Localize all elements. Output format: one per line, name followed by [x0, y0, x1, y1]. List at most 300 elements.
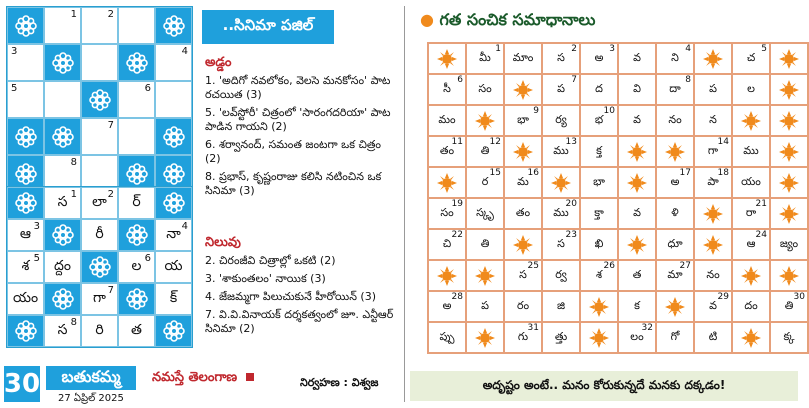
sun-cell — [504, 74, 542, 105]
answer-letter: క — [634, 298, 640, 312]
across-clues — [205, 56, 395, 202]
answer-cell — [580, 136, 618, 167]
answer-cell — [656, 167, 694, 198]
answer-number: 5 — [761, 44, 767, 54]
answer-cell — [542, 198, 580, 229]
grid-cell — [81, 187, 118, 219]
answer-number: 21 — [755, 199, 767, 209]
answer-letter: త్తు — [554, 329, 568, 343]
sun-cell — [770, 43, 808, 74]
footer — [0, 366, 395, 408]
answer-letter: తి — [784, 298, 794, 312]
answer-cell — [770, 229, 808, 260]
answer-letter: సం — [440, 205, 454, 219]
sun-cell — [656, 136, 694, 167]
prev-puzzle-grid — [6, 186, 193, 348]
answer-number: 12 — [489, 137, 501, 147]
grid-cell — [7, 283, 44, 315]
answer-number: 15 — [489, 168, 501, 178]
answer-cell — [618, 74, 656, 105]
answer-cell — [656, 43, 694, 74]
answer-letter: చి — [442, 236, 452, 250]
grid-cell[interactable] — [44, 81, 81, 118]
answer-letter: ళి — [671, 205, 679, 219]
answer-cell — [656, 260, 694, 291]
answer-letter: వ — [633, 50, 641, 64]
answer-number: 23 — [565, 230, 577, 240]
grid-cell — [155, 219, 192, 251]
down-heading: నిలువు — [205, 235, 241, 250]
answer-cell — [504, 167, 542, 198]
answer-letter: వ — [709, 298, 717, 312]
answer-letter: ప — [481, 298, 489, 312]
answer-letter: క్క — [783, 329, 795, 343]
grid-cell[interactable] — [155, 44, 192, 81]
block-cell — [7, 118, 44, 155]
answer-letter: ని — [671, 50, 679, 64]
answer-number: 11 — [451, 137, 463, 147]
block-cell — [118, 219, 155, 251]
answers-title-text: గత సంచిక సమాధానాలు — [439, 10, 596, 29]
answer-cell — [694, 105, 732, 136]
sun-cell — [580, 291, 618, 322]
sun-icon — [779, 266, 799, 286]
block-cell — [44, 283, 81, 315]
answer-number: 27 — [679, 261, 691, 271]
answer-cell — [580, 43, 618, 74]
answer-cell — [694, 260, 732, 291]
answer-cell — [694, 167, 732, 198]
answer-letter: తం — [515, 205, 531, 219]
grid-cell — [44, 251, 81, 283]
answer-number: 8 — [685, 75, 691, 85]
cell-number: 7 — [107, 120, 114, 131]
answer-letter: అ — [442, 298, 452, 312]
answer-number: 7 — [571, 75, 577, 85]
answer-letter: నం — [668, 112, 682, 126]
cell-letter: రీ — [95, 225, 104, 242]
block-cell — [81, 81, 118, 118]
answer-letter: వి — [633, 81, 641, 95]
answer-letter: మ — [517, 174, 529, 188]
answer-cell — [618, 105, 656, 136]
grid-cell — [7, 251, 44, 283]
answer-letter: త — [632, 267, 642, 281]
answer-letter: స — [557, 50, 565, 64]
sun-icon — [703, 49, 723, 69]
answer-cell — [732, 229, 770, 260]
sun-icon — [627, 235, 647, 255]
answer-letter: శ — [595, 267, 603, 281]
cell-letter: శ — [21, 257, 30, 274]
cell-number: 3 — [33, 221, 40, 232]
answer-cell — [466, 291, 504, 322]
answer-number: 6 — [457, 75, 463, 85]
sun-cell — [770, 260, 808, 291]
sun-cell — [770, 198, 808, 229]
answer-cell — [694, 291, 732, 322]
answer-cell — [542, 229, 580, 260]
answer-cell — [428, 74, 466, 105]
brand-name — [152, 370, 254, 388]
cell-number: 1 — [70, 189, 77, 200]
answer-cell — [732, 291, 770, 322]
grid-cell[interactable] — [81, 44, 118, 81]
cell-number: 5 — [11, 83, 18, 94]
sun-icon — [779, 173, 799, 193]
answer-letter: ఖి — [594, 236, 604, 250]
cell-letter: రి — [95, 321, 104, 338]
block-cell — [118, 283, 155, 315]
answer-letter: మా — [667, 267, 683, 281]
answer-cell — [770, 322, 808, 353]
sun-icon — [703, 235, 723, 255]
answer-letter: యం — [741, 174, 761, 188]
sun-cell — [694, 229, 732, 260]
block-cell — [7, 7, 44, 44]
answer-cell — [428, 105, 466, 136]
cell-number: 4 — [181, 46, 188, 57]
grid-cell[interactable] — [155, 81, 192, 118]
block-cell — [118, 44, 155, 81]
sun-cell — [504, 229, 542, 260]
sun-icon — [665, 142, 685, 162]
answer-cell — [732, 136, 770, 167]
clue: 4. జేజమ్మగా పిలుచుకునే హీరోయిన్ (3) — [205, 290, 376, 303]
cell-letter: ద్దం — [54, 257, 71, 274]
answer-letter: ప — [557, 81, 565, 95]
sun-icon — [589, 297, 609, 317]
issue-date: 27 ఏప్రిల్ 2025 — [58, 393, 124, 404]
sun-icon — [665, 297, 685, 317]
grid-cell[interactable] — [81, 118, 118, 155]
grid-cell[interactable] — [7, 81, 44, 118]
answer-cell — [580, 74, 618, 105]
answer-number: 30 — [793, 292, 805, 302]
answer-letter: న — [709, 112, 717, 126]
answer-letter: వ — [633, 112, 641, 126]
answer-letter: సీ — [443, 81, 451, 95]
answer-number: 20 — [565, 199, 577, 209]
section-name: బతుకమ్మ — [46, 366, 136, 390]
cell-number: 7 — [107, 285, 114, 296]
answer-letter: తి — [480, 143, 490, 157]
answer-cell — [428, 291, 466, 322]
brand-text: నమస్తే తెలంగాణ — [152, 370, 238, 385]
sun-icon — [779, 80, 799, 100]
answer-cell — [504, 198, 542, 229]
answer-cell — [732, 74, 770, 105]
clue: 2. చిరంజీవి చిత్రాల్లో ఒకటి (2) — [205, 254, 336, 267]
answer-cell — [542, 74, 580, 105]
answer-letter: ప — [709, 81, 717, 95]
sun-cell — [732, 105, 770, 136]
answer-number: 24 — [755, 230, 767, 240]
answer-number: 22 — [451, 230, 463, 240]
answer-cell — [466, 198, 504, 229]
answer-letter: రా — [745, 205, 757, 219]
answer-number: 4 — [685, 44, 691, 54]
answer-letter: గో — [670, 329, 680, 343]
answer-number: 10 — [603, 106, 615, 116]
answer-number: 18 — [717, 168, 729, 178]
answer-letter: తం — [439, 143, 455, 157]
answer-number: 19 — [451, 199, 463, 209]
grid-cell[interactable] — [7, 44, 44, 81]
grid-cell — [81, 283, 118, 315]
answer-cell — [618, 260, 656, 291]
answer-cell — [466, 74, 504, 105]
sun-icon — [437, 49, 457, 69]
answer-letter: ఆ — [746, 236, 756, 250]
sun-cell — [504, 136, 542, 167]
sun-cell — [694, 43, 732, 74]
answer-cell — [656, 198, 694, 229]
answer-cell — [618, 291, 656, 322]
block-cell — [7, 315, 44, 347]
cell-number: 6 — [144, 253, 151, 264]
sun-cell — [466, 105, 504, 136]
sun-cell — [580, 322, 618, 353]
block-cell — [155, 187, 192, 219]
sun-cell — [618, 136, 656, 167]
answer-cell — [656, 74, 694, 105]
answer-cell — [580, 229, 618, 260]
sun-icon — [779, 142, 799, 162]
answer-cell — [542, 322, 580, 353]
answer-letter: ము — [553, 143, 569, 157]
answer-letter: మీ — [479, 50, 491, 64]
answer-letter: ము — [743, 143, 759, 157]
answer-letter: చ — [746, 50, 756, 64]
sun-icon — [779, 111, 799, 131]
answer-cell — [580, 198, 618, 229]
grid-cell — [81, 219, 118, 251]
sun-icon — [513, 80, 533, 100]
sun-cell — [542, 167, 580, 198]
sun-icon — [627, 142, 647, 162]
answer-cell — [542, 105, 580, 136]
sun-icon — [589, 328, 609, 348]
answer-number: 9 — [533, 106, 539, 116]
answer-cell — [580, 167, 618, 198]
answer-letter: భా — [593, 174, 605, 188]
answer-cell — [504, 105, 542, 136]
answer-letter: ర — [481, 174, 489, 188]
answer-letter: ల — [747, 81, 755, 95]
puzzle-title: ..సినిమా పజిల్ — [202, 10, 334, 44]
grid-cell — [118, 187, 155, 219]
answer-number: 17 — [679, 168, 691, 178]
answer-letter: తి — [480, 236, 490, 250]
answer-letter: గా — [707, 143, 719, 157]
sun-icon — [513, 235, 533, 255]
block-cell — [44, 219, 81, 251]
sun-icon — [779, 49, 799, 69]
cell-number: 1 — [70, 9, 77, 20]
cell-letter: యం — [12, 289, 39, 306]
answers-title: ● గత సంచిక సమాధానాలు — [420, 10, 596, 29]
sun-cell — [770, 167, 808, 198]
sun-cell — [618, 229, 656, 260]
answer-cell — [618, 322, 656, 353]
column-divider — [404, 6, 405, 402]
answer-letter: భ — [594, 112, 604, 126]
answer-cell — [694, 136, 732, 167]
sun-cell — [428, 43, 466, 74]
answer-letter: ము — [553, 205, 569, 219]
clue: 1. 'అదిగో నవలోకం, వెలసె మనకోసం' పాట రచయిత (3) — [205, 74, 391, 101]
across-heading: అడ్డం — [205, 55, 232, 70]
answer-cell — [618, 198, 656, 229]
clue: 3. 'శాకుంతలం' నాయిక (3) — [205, 272, 326, 285]
grid-cell — [118, 315, 155, 347]
answer-letter: మం — [438, 112, 456, 126]
sun-icon — [551, 173, 571, 193]
answer-letter: జి — [556, 298, 566, 312]
answer-letter: దం — [744, 298, 758, 312]
answer-cell — [656, 105, 694, 136]
answer-cell — [732, 43, 770, 74]
answer-cell — [428, 322, 466, 353]
answer-cell — [428, 136, 466, 167]
answer-letter: వ — [633, 205, 641, 219]
clue: 8. ప్రభాస్, కృష్ణంరాజు కలిసి నటించిన ఒక సినిమా (3) — [205, 170, 382, 197]
answer-letter: స — [519, 267, 527, 281]
answer-number: 14 — [717, 137, 729, 147]
sun-icon — [627, 173, 647, 193]
grid-cell — [7, 219, 44, 251]
grid-cell[interactable] — [118, 81, 155, 118]
answer-letter: స్కృ — [476, 205, 494, 219]
answer-cell — [656, 229, 694, 260]
cell-letter: య — [164, 257, 183, 274]
answer-cell — [542, 43, 580, 74]
answer-letter: ద — [595, 81, 603, 95]
answer-cell — [504, 260, 542, 291]
answer-number: 1 — [495, 44, 501, 54]
sun-icon — [513, 142, 533, 162]
cell-letter: నా — [166, 225, 181, 242]
cell-letter: ఆ — [19, 225, 32, 242]
clue: 5. 'లవ్‌స్టోరీ' చిత్రంలో 'సారంగదరియా' పాట పాడిన గాయని (2) — [205, 106, 391, 133]
grid-cell — [44, 315, 81, 347]
sun-icon — [475, 266, 495, 286]
answer-number: 31 — [527, 323, 539, 333]
answer-cell — [618, 43, 656, 74]
grid-cell[interactable] — [118, 118, 155, 155]
sun-icon — [741, 111, 761, 131]
block-cell — [155, 315, 192, 347]
answer-letter: అ — [670, 174, 680, 188]
cell-number: 8 — [70, 157, 77, 168]
down-clues — [205, 236, 395, 340]
sun-icon — [741, 266, 761, 286]
answer-cell — [656, 322, 694, 353]
grid-cell[interactable] — [81, 7, 118, 44]
answer-number: 16 — [527, 168, 539, 178]
answer-letter: లం — [630, 329, 644, 343]
cell-number: 3 — [11, 46, 18, 57]
answer-cell — [504, 43, 542, 74]
sun-icon — [703, 204, 723, 224]
answer-letter: దా — [669, 81, 681, 95]
answer-cell — [542, 291, 580, 322]
clue: 7. వి.వి.వినాయక్ దర్శకత్వంలో జూ. ఎన్టీఆర్ సినిమా (2) — [205, 308, 394, 335]
puzzle-grid — [6, 6, 193, 193]
answer-number: 13 — [565, 137, 577, 147]
cell-number: 8 — [70, 317, 77, 328]
answer-letter: భా — [517, 112, 529, 126]
sun-cell — [466, 322, 504, 353]
answer-number: 29 — [717, 292, 729, 302]
answer-cell — [542, 136, 580, 167]
answer-number: 2 — [571, 44, 577, 54]
answer-letter: నం — [706, 267, 720, 281]
sun-cell — [732, 260, 770, 291]
answers-grid — [427, 42, 809, 354]
block-cell — [7, 187, 44, 219]
answer-cell — [542, 260, 580, 291]
sun-cell — [466, 260, 504, 291]
block-cell — [44, 44, 81, 81]
cell-number: 2 — [107, 189, 114, 200]
cell-letter: ల — [131, 257, 142, 274]
answer-letter: క్తా — [594, 205, 604, 219]
sun-cell — [618, 167, 656, 198]
answer-cell — [732, 167, 770, 198]
sun-icon — [437, 173, 457, 193]
block-cell — [81, 251, 118, 283]
block-cell — [155, 118, 192, 155]
block-cell — [155, 7, 192, 44]
sun-cell — [428, 260, 466, 291]
cell-letter: ర్ — [132, 193, 141, 210]
answer-number: 3 — [609, 44, 615, 54]
sun-cell — [770, 105, 808, 136]
grid-cell — [81, 315, 118, 347]
answer-cell — [428, 198, 466, 229]
answer-cell — [504, 291, 542, 322]
answer-letter: ధూ — [667, 236, 683, 250]
grid-cell — [44, 187, 81, 219]
answer-cell — [580, 105, 618, 136]
answer-number: 25 — [527, 261, 539, 271]
answer-cell — [694, 322, 732, 353]
sun-cell — [428, 167, 466, 198]
sun-icon — [475, 328, 495, 348]
answer-cell — [466, 136, 504, 167]
answer-letter: క్త — [596, 143, 602, 157]
answer-cell — [466, 229, 504, 260]
cell-letter: త — [131, 321, 142, 338]
sun-cell — [732, 322, 770, 353]
grid-cell — [118, 251, 155, 283]
cell-letter: స — [57, 321, 68, 338]
sun-icon — [437, 266, 457, 286]
grid-cell[interactable] — [44, 7, 81, 44]
answer-number: 28 — [451, 292, 463, 302]
sun-icon — [741, 328, 761, 348]
sun-cell — [694, 198, 732, 229]
answer-cell — [770, 291, 808, 322]
answer-letter: టి — [708, 329, 718, 343]
answer-cell — [466, 167, 504, 198]
answer-letter: ర్య — [555, 112, 567, 126]
grid-cell[interactable] — [118, 7, 155, 44]
sun-icon — [779, 204, 799, 224]
compiler-credit: నిర్వహణ : విశ్వజ — [300, 376, 379, 389]
